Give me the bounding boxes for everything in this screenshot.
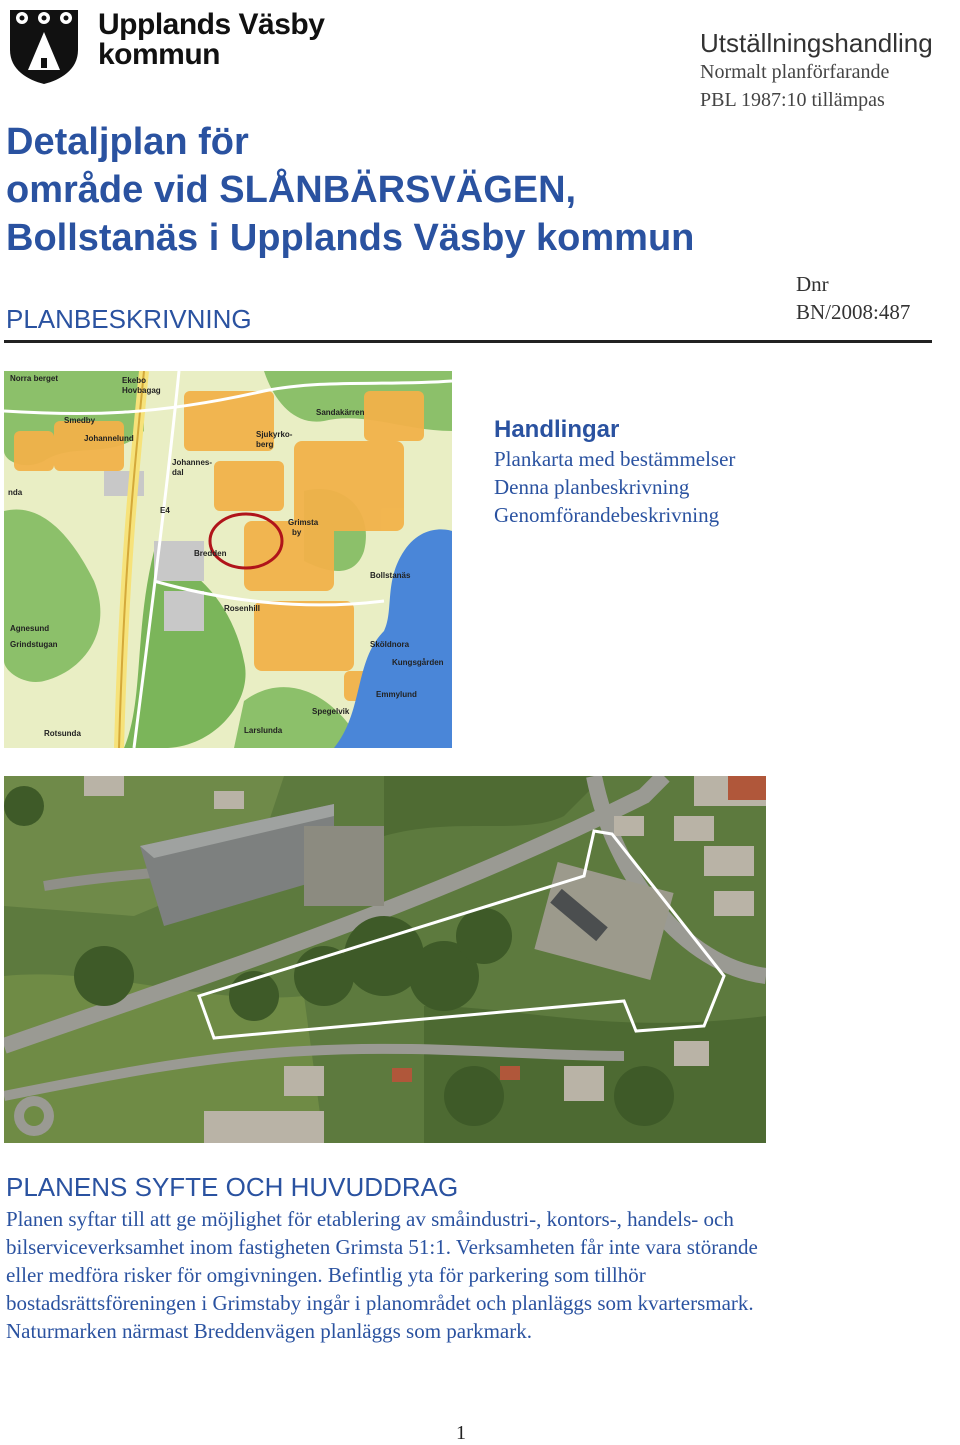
municipality-coat-of-arms-logo [8,4,80,86]
map-label: Sköldnora [370,640,410,649]
map-label: Grindstugan [10,640,58,649]
body-line: eller medföra risker för omgivningen. Befintlig yta för parkering som tillhör [6,1263,646,1287]
status-procedure: Normalt planförfarande [700,61,890,83]
body-line: Planen syftar till att ge möjlighet för etablering av småindustri-, kontors-, handels- och [6,1207,734,1231]
body-line: Naturmarken närmast Breddenvägen planläggs som parkmark. [6,1319,532,1343]
page-number: 1 [456,1422,466,1444]
map-label: Kungsgården [392,658,444,667]
map-label: Rotsunda [44,729,81,738]
map-label: Agnesund [10,624,50,633]
section-body [6,1205,926,1345]
title-line2: område vid SLÅNBÄRSVÄGEN, [6,169,577,211]
map-label: nda [8,488,23,497]
map-label: Spegelvik [312,707,350,716]
body-line: bostadsrättsföreningen i Grimstaby ingår i planområdet och planläggs som kvartersmark. [6,1291,754,1315]
map-label: Larslunda [244,726,283,735]
status-title: Utställningshandling [700,28,933,58]
map-label: Rosenhill [224,604,261,613]
map-label: dal [172,468,184,477]
documents-item: Denna planbeskrivning [494,475,690,499]
aerial-photo [4,776,766,1143]
title-line1: Detaljplan för [6,121,249,163]
map-label: Ekebo [122,376,147,385]
documents-list [494,415,735,529]
section-heading: PLANENS SYFTE OCH HUVUDDRAG [6,1172,459,1202]
location-map [4,371,452,748]
map-label: Hovbagag [122,386,161,395]
dnr-value: BN/2008:487 [796,300,911,324]
body-line: bilserviceverksamhet inom fastigheten Grimsta 51:1. Verksamheten får inte vara störande [6,1235,758,1259]
map-label: Johannes- [172,458,213,467]
map-label: berg [256,440,274,449]
documents-item: Genomförandebeskrivning [494,503,720,527]
org-name-line2: kommun [98,38,221,71]
dnr-label: Dnr [796,272,829,296]
map-label: E4 [160,506,170,515]
map-label: Grimsta [288,518,319,527]
map-label: Sandakärren [316,408,365,417]
map-label: Johannelund [84,434,134,443]
org-name-line1: Upplands Väsby [98,8,325,41]
map-label: Norra berget [10,374,59,383]
registration-number [796,270,910,326]
map-label: Bollstanäs [370,571,411,580]
map-label: Bredden [194,549,227,558]
map-label: Smedby [64,416,96,425]
map-label: Sjukyrko- [256,430,293,439]
documents-item: Plankarta med bestämmelser [494,447,736,471]
map-label: by [292,528,302,537]
map-label: Emmylund [376,690,417,699]
document-type: PLANBESKRIVNING [6,304,252,334]
municipality-name [98,10,324,70]
document-status [700,28,960,114]
header-divider [4,340,932,343]
status-law: PBL 1987:10 tillämpas [700,89,885,111]
documents-heading: Handlingar [494,416,620,443]
page-title [6,118,806,262]
title-line3: Bollstanäs i Upplands Väsby kommun [6,217,695,259]
